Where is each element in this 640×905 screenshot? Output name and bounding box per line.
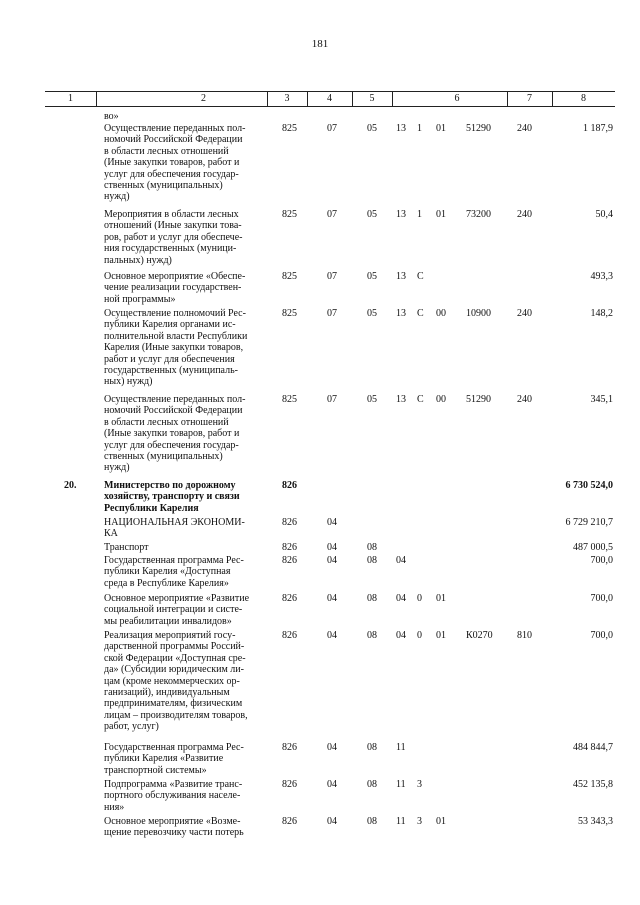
row-amount: 50,4 xyxy=(595,209,613,220)
row-amount: 1 187,9 xyxy=(583,123,613,134)
code-subsection: 08 xyxy=(367,630,377,641)
code-subsection: 08 xyxy=(367,593,377,604)
code-direction: К0270 xyxy=(466,630,493,641)
header-col-3: 3 xyxy=(284,93,290,104)
row-name: Осуществление переданных пол- номочий Российской Федерации в области лесных отношений (Иные закупки товаров, работ и услуг для обеспечения государ- ственных (муниципальных) нужд) xyxy=(104,123,246,203)
code-subprogram: 0 xyxy=(417,630,422,641)
code-section: 04 xyxy=(327,630,337,641)
code-admin: 825 xyxy=(282,271,297,282)
row-amount: 700,0 xyxy=(590,630,613,641)
code-admin: 825 xyxy=(282,394,297,405)
code-event: 01 xyxy=(436,593,446,604)
code-event: 01 xyxy=(436,630,446,641)
page-number: 181 xyxy=(311,38,329,50)
code-program: 13 xyxy=(396,271,406,282)
code-subsection: 08 xyxy=(367,555,377,566)
code-admin: 826 xyxy=(282,816,297,827)
code-direction: 51290 xyxy=(466,394,491,405)
code-subprogram: 1 xyxy=(417,123,422,134)
row-name: НАЦИОНАЛЬНАЯ ЭКОНОМИ- КА xyxy=(104,517,245,540)
code-admin: 826 xyxy=(282,555,297,566)
code-subprogram: 0 xyxy=(417,593,422,604)
code-event: 01 xyxy=(436,209,446,220)
code-direction: 10900 xyxy=(466,308,491,319)
code-subprogram: 3 xyxy=(417,779,422,790)
code-admin: 826 xyxy=(282,542,297,553)
code-program: 11 xyxy=(396,742,406,753)
code-admin: 826 xyxy=(282,630,297,641)
row-amount: 700,0 xyxy=(590,555,613,566)
code-expense-type: 240 xyxy=(517,209,532,220)
row-number: 20. xyxy=(64,480,77,491)
code-subsection: 08 xyxy=(367,816,377,827)
code-program: 13 xyxy=(396,308,406,319)
row-amount: 53 343,3 xyxy=(578,816,613,827)
code-program: 13 xyxy=(396,209,406,220)
code-expense-type: 240 xyxy=(517,123,532,134)
code-subprogram: С xyxy=(417,271,424,282)
code-admin: 826 xyxy=(282,517,297,528)
code-section: 04 xyxy=(327,779,337,790)
row-name: Основное мероприятие «Обеспе- чение реализации государствен- ной программы» xyxy=(104,271,246,305)
header-col-5: 5 xyxy=(369,93,375,104)
code-section: 07 xyxy=(327,394,337,405)
code-program: 11 xyxy=(396,779,406,790)
code-subsection: 05 xyxy=(367,394,377,405)
code-program: 04 xyxy=(396,630,406,641)
code-program: 13 xyxy=(396,123,406,134)
header-col-7: 7 xyxy=(527,93,532,104)
code-admin: 825 xyxy=(282,308,297,319)
code-direction: 73200 xyxy=(466,209,491,220)
code-section: 04 xyxy=(327,542,337,553)
code-section: 04 xyxy=(327,816,337,827)
code-event: 01 xyxy=(436,816,446,827)
row-amount: 345,1 xyxy=(590,394,613,405)
code-subsection: 08 xyxy=(367,742,377,753)
row-amount: 6 729 210,7 xyxy=(565,517,613,528)
code-subprogram: 1 xyxy=(417,209,422,220)
code-subsection: 05 xyxy=(367,271,377,282)
code-section: 04 xyxy=(327,555,337,566)
row-name: Транспорт xyxy=(104,542,149,553)
code-section: 04 xyxy=(327,742,337,753)
row-amount: 6 730 524,0 xyxy=(565,480,613,491)
code-admin: 825 xyxy=(282,123,297,134)
code-expense-type: 240 xyxy=(517,308,532,319)
code-section: 07 xyxy=(327,209,337,220)
row-amount: 484 844,7 xyxy=(573,742,613,753)
code-section: 07 xyxy=(327,123,337,134)
header-col-2: 2 xyxy=(201,93,206,104)
code-section: 04 xyxy=(327,593,337,604)
row-amount: 493,3 xyxy=(590,271,613,282)
code-subsection: 08 xyxy=(367,779,377,790)
code-event: 00 xyxy=(436,308,446,319)
row-amount: 452 135,8 xyxy=(573,779,613,790)
code-section: 04 xyxy=(327,517,337,528)
code-section: 07 xyxy=(327,271,337,282)
code-event: 00 xyxy=(436,394,446,405)
code-subsection: 05 xyxy=(367,308,377,319)
row-name: Министерство по дорожному хозяйству, транспорту и связи Республики Карелия xyxy=(104,480,240,514)
header-col-1: 1 xyxy=(68,93,73,104)
code-subprogram: С xyxy=(417,308,424,319)
table-header xyxy=(45,91,615,107)
code-subsection: 08 xyxy=(367,542,377,553)
code-program: 11 xyxy=(396,816,406,827)
code-admin: 826 xyxy=(282,593,297,604)
code-program: 04 xyxy=(396,555,406,566)
header-col-4: 4 xyxy=(327,93,332,104)
row-name: Осуществление переданных пол- номочий Российской Федерации в области лесных отношений (Иные закупки товаров, работ и услуг для обеспечения государ- ственных (муниципальных) нужд) xyxy=(104,394,246,474)
code-admin: 825 xyxy=(282,209,297,220)
row-amount: 487 000,5 xyxy=(573,542,613,553)
code-admin: 826 xyxy=(282,742,297,753)
code-expense-type: 240 xyxy=(517,394,532,405)
row-name: Мероприятия в области лесных отношений (Иные закупки това- ров, работ и услуг для обеспече- ния государственных (муници- пальных) нужд) xyxy=(104,209,243,266)
row-name: Государственная программа Рес- публики Карелия «Доступная среда в Республике Карелия» xyxy=(104,555,244,589)
row-name: во» xyxy=(104,111,119,122)
code-subprogram: 3 xyxy=(417,816,422,827)
code-subsection: 05 xyxy=(367,123,377,134)
code-admin: 826 xyxy=(282,779,297,790)
row-name: Основное мероприятие «Развитие социальной интеграции и систе- мы реабилитации инвалидов» xyxy=(104,593,250,627)
row-amount: 700,0 xyxy=(590,593,613,604)
header-col-8: 8 xyxy=(581,93,586,104)
row-name: Основное мероприятие «Возме- щение перевозчику части потерь xyxy=(104,816,244,839)
row-name: Государственная программа Рес- публики Карелия «Развитие транспортной системы» xyxy=(104,742,244,776)
code-event: 01 xyxy=(436,123,446,134)
code-admin: 826 xyxy=(282,480,297,491)
row-amount: 148,2 xyxy=(590,308,613,319)
code-section: 07 xyxy=(327,308,337,319)
code-subsection: 05 xyxy=(367,209,377,220)
row-name: Осуществление полномочий Рес- публики Карелия органами ис- полнительной власти Республики Карелия (Иные закупки товаров, работ и услуг для обеспечения государственных (муниципаль- ных) нужд) xyxy=(104,308,248,388)
row-name: Подпрограмма «Развитие транс- портного обслуживания населе- ния» xyxy=(104,779,243,813)
code-direction: 51290 xyxy=(466,123,491,134)
code-program: 04 xyxy=(396,593,406,604)
code-program: 13 xyxy=(396,394,406,405)
header-col-6: 6 xyxy=(454,93,460,104)
row-name: Реализация мероприятий госу- дарственной программы Россий- ской Федерации «Доступная сре- да» (Субсидии юридическим ли- цам (кроме некоммерческих ор- ганизаций), индивидуальным предпринимателям, физическим лицам – производителям товаров, работ, услуг) xyxy=(104,630,248,733)
code-expense-type: 810 xyxy=(517,630,532,641)
code-subprogram: С xyxy=(417,394,424,405)
